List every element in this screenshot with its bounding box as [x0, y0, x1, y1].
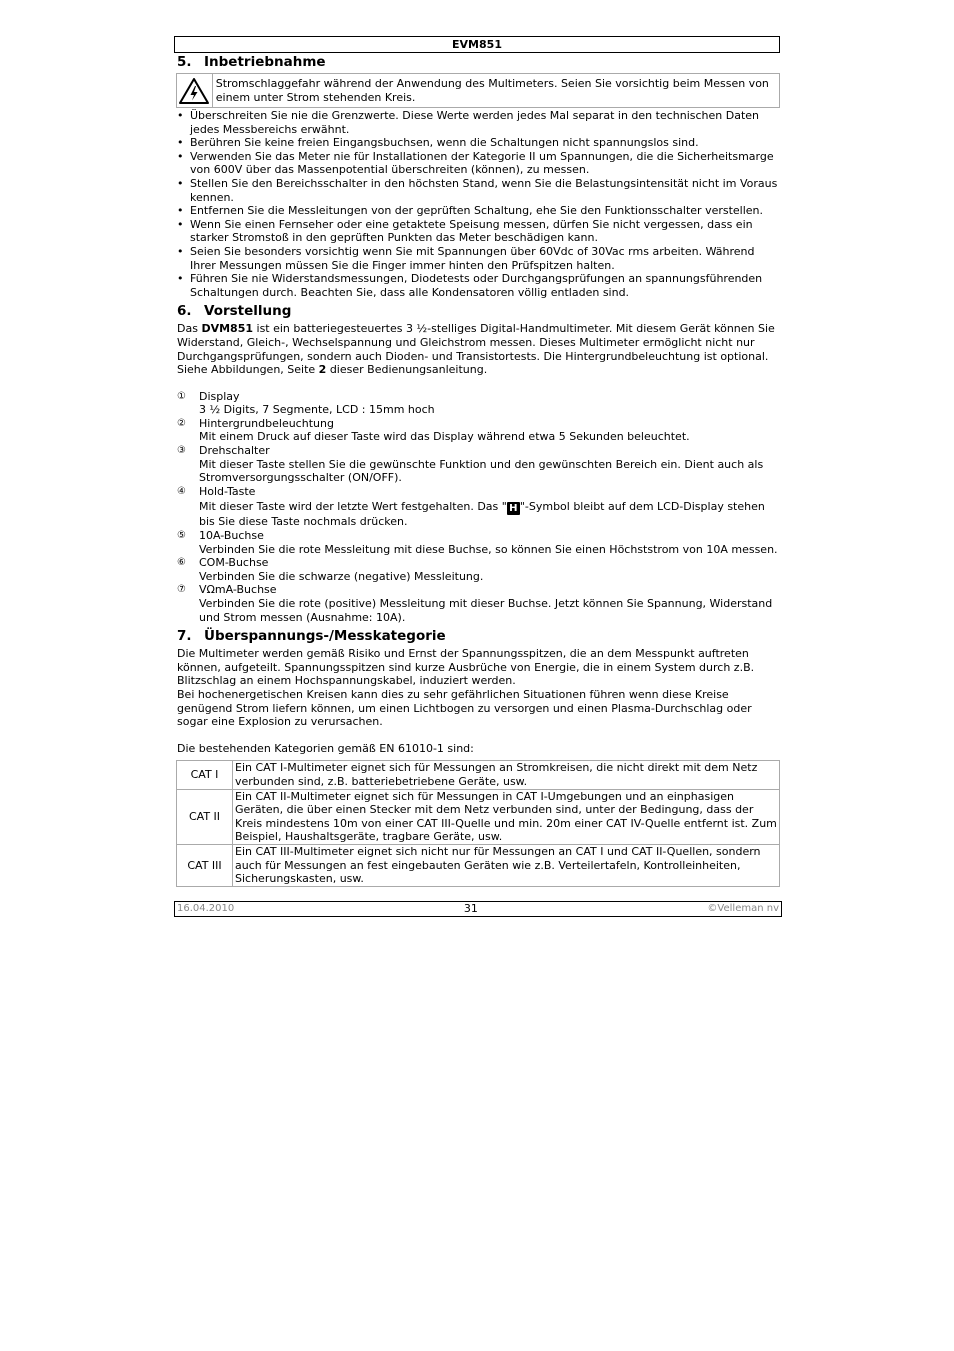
item-number-marker: ⑦ [177, 584, 186, 596]
safety-bullet-item: • Seien Sie besonders vorsichtig wenn Sie mit Spannungen über 60Vdc of 30Vac rms arbeiten. Während Ihrer Messungen müssen Sie die Finger immer hinten den Prüfspitzen halten. [176, 245, 780, 272]
footer-date: 16.04.2010 [177, 903, 235, 915]
component-item-description: Verbinden Sie die rote Messleitung mit diese Buchse, so können Sie einen Höchststrom von 10A messen. [199, 542, 778, 556]
category-name: CAT III [177, 844, 233, 886]
component-item-description: Mit dieser Taste stellen Sie die gewünschte Funktion und den gewünschten Bereich ein. Dient auch als Stromversorgungsschalter (ON/OFF). [199, 457, 764, 485]
component-item-title [177, 529, 780, 543]
warning-text: Stromschlaggefahr während der Anwendung des Multimeters. Seien Sie vorsichtig beim Messen von einem unter Strom stehenden Kreis. [215, 77, 769, 104]
section-title: Inbetriebnahme [204, 54, 326, 70]
item-title-text: Hintergrundbeleuchtung [199, 416, 334, 430]
item-number-marker: ③ [177, 445, 186, 457]
component-item-description: Mit einem Druck auf dieser Taste wird das Display während etwa 5 Sekunden beleuchtet. [199, 430, 690, 444]
category-row [177, 844, 780, 886]
electric-shock-warning-icon [178, 77, 210, 105]
page-number: 31 [463, 902, 478, 916]
component-item-title [177, 417, 780, 431]
safety-bullet-item: • Berühren Sie keine freien Eingangsbuchsen, wenn die Schaltungen nicht spannungslos sind. [176, 136, 780, 150]
model-name: DVM851 [201, 322, 254, 336]
category-name: CAT I [177, 761, 233, 789]
component-item-description: Verbinden Sie die rote (positive) Messleitung mit dieser Buchse. Jetzt können Sie Spannung, Widerstand und Strom messen (Ausnahme: 10A). [199, 597, 773, 624]
category-paragraph-3: Die bestehenden Kategorien gemäß EN 61010-1 sind: [177, 741, 474, 755]
component-item-title [177, 390, 780, 404]
warning-box [176, 73, 780, 108]
warning-icon-cell [177, 74, 213, 107]
section-title: Vorstellung [204, 303, 292, 320]
intro-paragraph: Das DVM851 ist ein batteriegesteuertes 3 ½-stelliges Digital-Handmultimeter. Mit diesem Gerät können Sie Widerstand, Gleich-, Wechselspannung und Gleichstrom messen. Dieses Multimeter ermöglicht nicht nur Durchgangsprüfungen, sondern auch Dioden- und Transistortests. Die Hintergrundbeleuchtung ist optional. [177, 322, 775, 363]
component-list [177, 390, 780, 625]
safety-bullet-item: • Entfernen Sie die Messleitungen von der geprüften Schaltung, ehe Sie den Funktionsschalter verstellen. [176, 204, 780, 218]
component-item-title [177, 583, 780, 597]
item-title-text: Drehschalter [199, 444, 270, 458]
safety-bullet-item: • Stellen Sie den Bereichsschalter in den höchsten Stand, wenn Sie die Belastungsintensität nicht im Voraus kennen. [176, 177, 780, 204]
section-number: 6. [177, 303, 192, 320]
component-item-description: Verbinden Sie die schwarze (negative) Messleitung. [199, 569, 484, 583]
safety-bullet-item: • Verwenden Sie das Meter nie für Installationen der Kategorie II um Spannungen, die die Sicherheitsmarge von 600V über das Massenpotential überschreiten (können), zu messen. [176, 150, 780, 177]
component-item-title [177, 556, 780, 570]
item-title-text: Hold-Taste [199, 484, 256, 498]
category-description: Ein CAT II-Multimeter eignet sich für Messungen in CAT I-Umgebungen und an einphasigen Geräten, die über einen Stecker mit dem Netz verbunden sind, unter der Bedingung, dass der Kreis mindestens 10m von einer CAT III-Quelle und min. 20m einer CAT IV-Quelle entfernt ist. Zum Beispiel, Haushaltsgeräte, tragbare Geräte, usw. [233, 789, 780, 844]
component-item-title [177, 444, 780, 458]
manual-page [174, 36, 780, 916]
item-number-marker: ⑤ [177, 530, 186, 542]
section-title: Überspannungs-/Messkategorie [204, 628, 446, 645]
item-title-text: VΩmA-Buchse [199, 583, 277, 597]
component-item-title [177, 485, 780, 499]
page-footer [174, 901, 782, 917]
item-number-marker: ① [177, 390, 186, 402]
section-number: 5. [177, 54, 192, 70]
item-title-text: 10A-Buchse [199, 529, 264, 543]
section-5-heading [177, 54, 780, 70]
component-item-description: Mit dieser Taste wird der letzte Wert festgehalten. Das " H "-Symbol bleibt auf dem LCD-Display stehen bis Sie diese Taste nochmals drücken. [199, 500, 765, 529]
footer-copyright: ©Velleman nv [707, 903, 779, 915]
section-6-heading [177, 303, 780, 319]
page-header-model: EVM851 [174, 36, 780, 53]
category-paragraph-1: Die Multimeter werden gemäß Risiko und Ernst der Spannungsspitzen, die an dem Messpunkt auftreten können, aufgeteilt. Spannungsspitzen sind kurze Ausbrüche von Energie, die in einem System durch z.B. Blitzschlag an einem Hochspannungskabel, induziert werden. [177, 647, 755, 688]
safety-bullet-item: • Führen Sie nie Widerstandsmessungen, Diodetests oder Durchgangsprüfungen an spannungsführenden Schaltungen durch. Beachten Sie, dass alle Kondensatoren völlig entladen sind. [176, 272, 780, 299]
section-number: 7. [177, 628, 192, 645]
item-title-text: COM-Buchse [199, 556, 269, 570]
safety-bullet-item: • Überschreiten Sie nie die Grenzwerte. Diese Werte werden jedes Mal separat in den technischen Daten jedes Messbereichs erwähnt. [176, 109, 780, 136]
category-table [176, 760, 780, 886]
category-row [177, 761, 780, 789]
item-title-text: Display [199, 389, 240, 403]
category-name: CAT II [177, 789, 233, 844]
component-item-description: 3 ½ Digits, 7 Segmente, LCD : 15mm hoch [199, 403, 435, 417]
category-paragraph-2: Bei hochenergetischen Kreisen kann dies zu sehr gefährlichen Situationen führen wenn diese Kreise genügend Strom liefern können, um einen Lichtbogen zu versorgen und einen Plasma-Durchschlag oder sogar eine Explosion zu verursachen. [177, 687, 752, 729]
section-7-heading [177, 628, 780, 644]
hold-symbol-icon: H [507, 502, 520, 515]
safety-bullet-item: • Wenn Sie einen Fernseher oder eine getaktete Speisung messen, dürfen Sie nicht vergessen, dass ein starker Stromstoß in den geprüften Punkten das Meter beschädigen kann. [176, 218, 780, 245]
item-number-marker: ② [177, 417, 186, 429]
see-figures-note: Siehe Abbildungen, Seite 2 dieser Bedienungsanleitung. [177, 363, 488, 377]
category-description: Ein CAT III-Multimeter eignet sich nicht nur für Messungen an CAT I und CAT II-Quellen, sondern auch für Messungen an fest eingebauten Geräten wie z.B. Verteilertafeln, Kontrolleinheiten, Sicherungskasten, usw. [233, 844, 780, 886]
item-number-marker: ⑥ [177, 557, 186, 569]
category-row [177, 789, 780, 844]
category-description: Ein CAT I-Multimeter eignet sich für Messungen an Stromkreisen, die nicht direkt mit dem Netz verbunden sind, z.B. batteriebetriebene Geräte, usw. [233, 761, 780, 789]
item-number-marker: ④ [177, 485, 186, 497]
safety-bullet-list [174, 109, 780, 299]
